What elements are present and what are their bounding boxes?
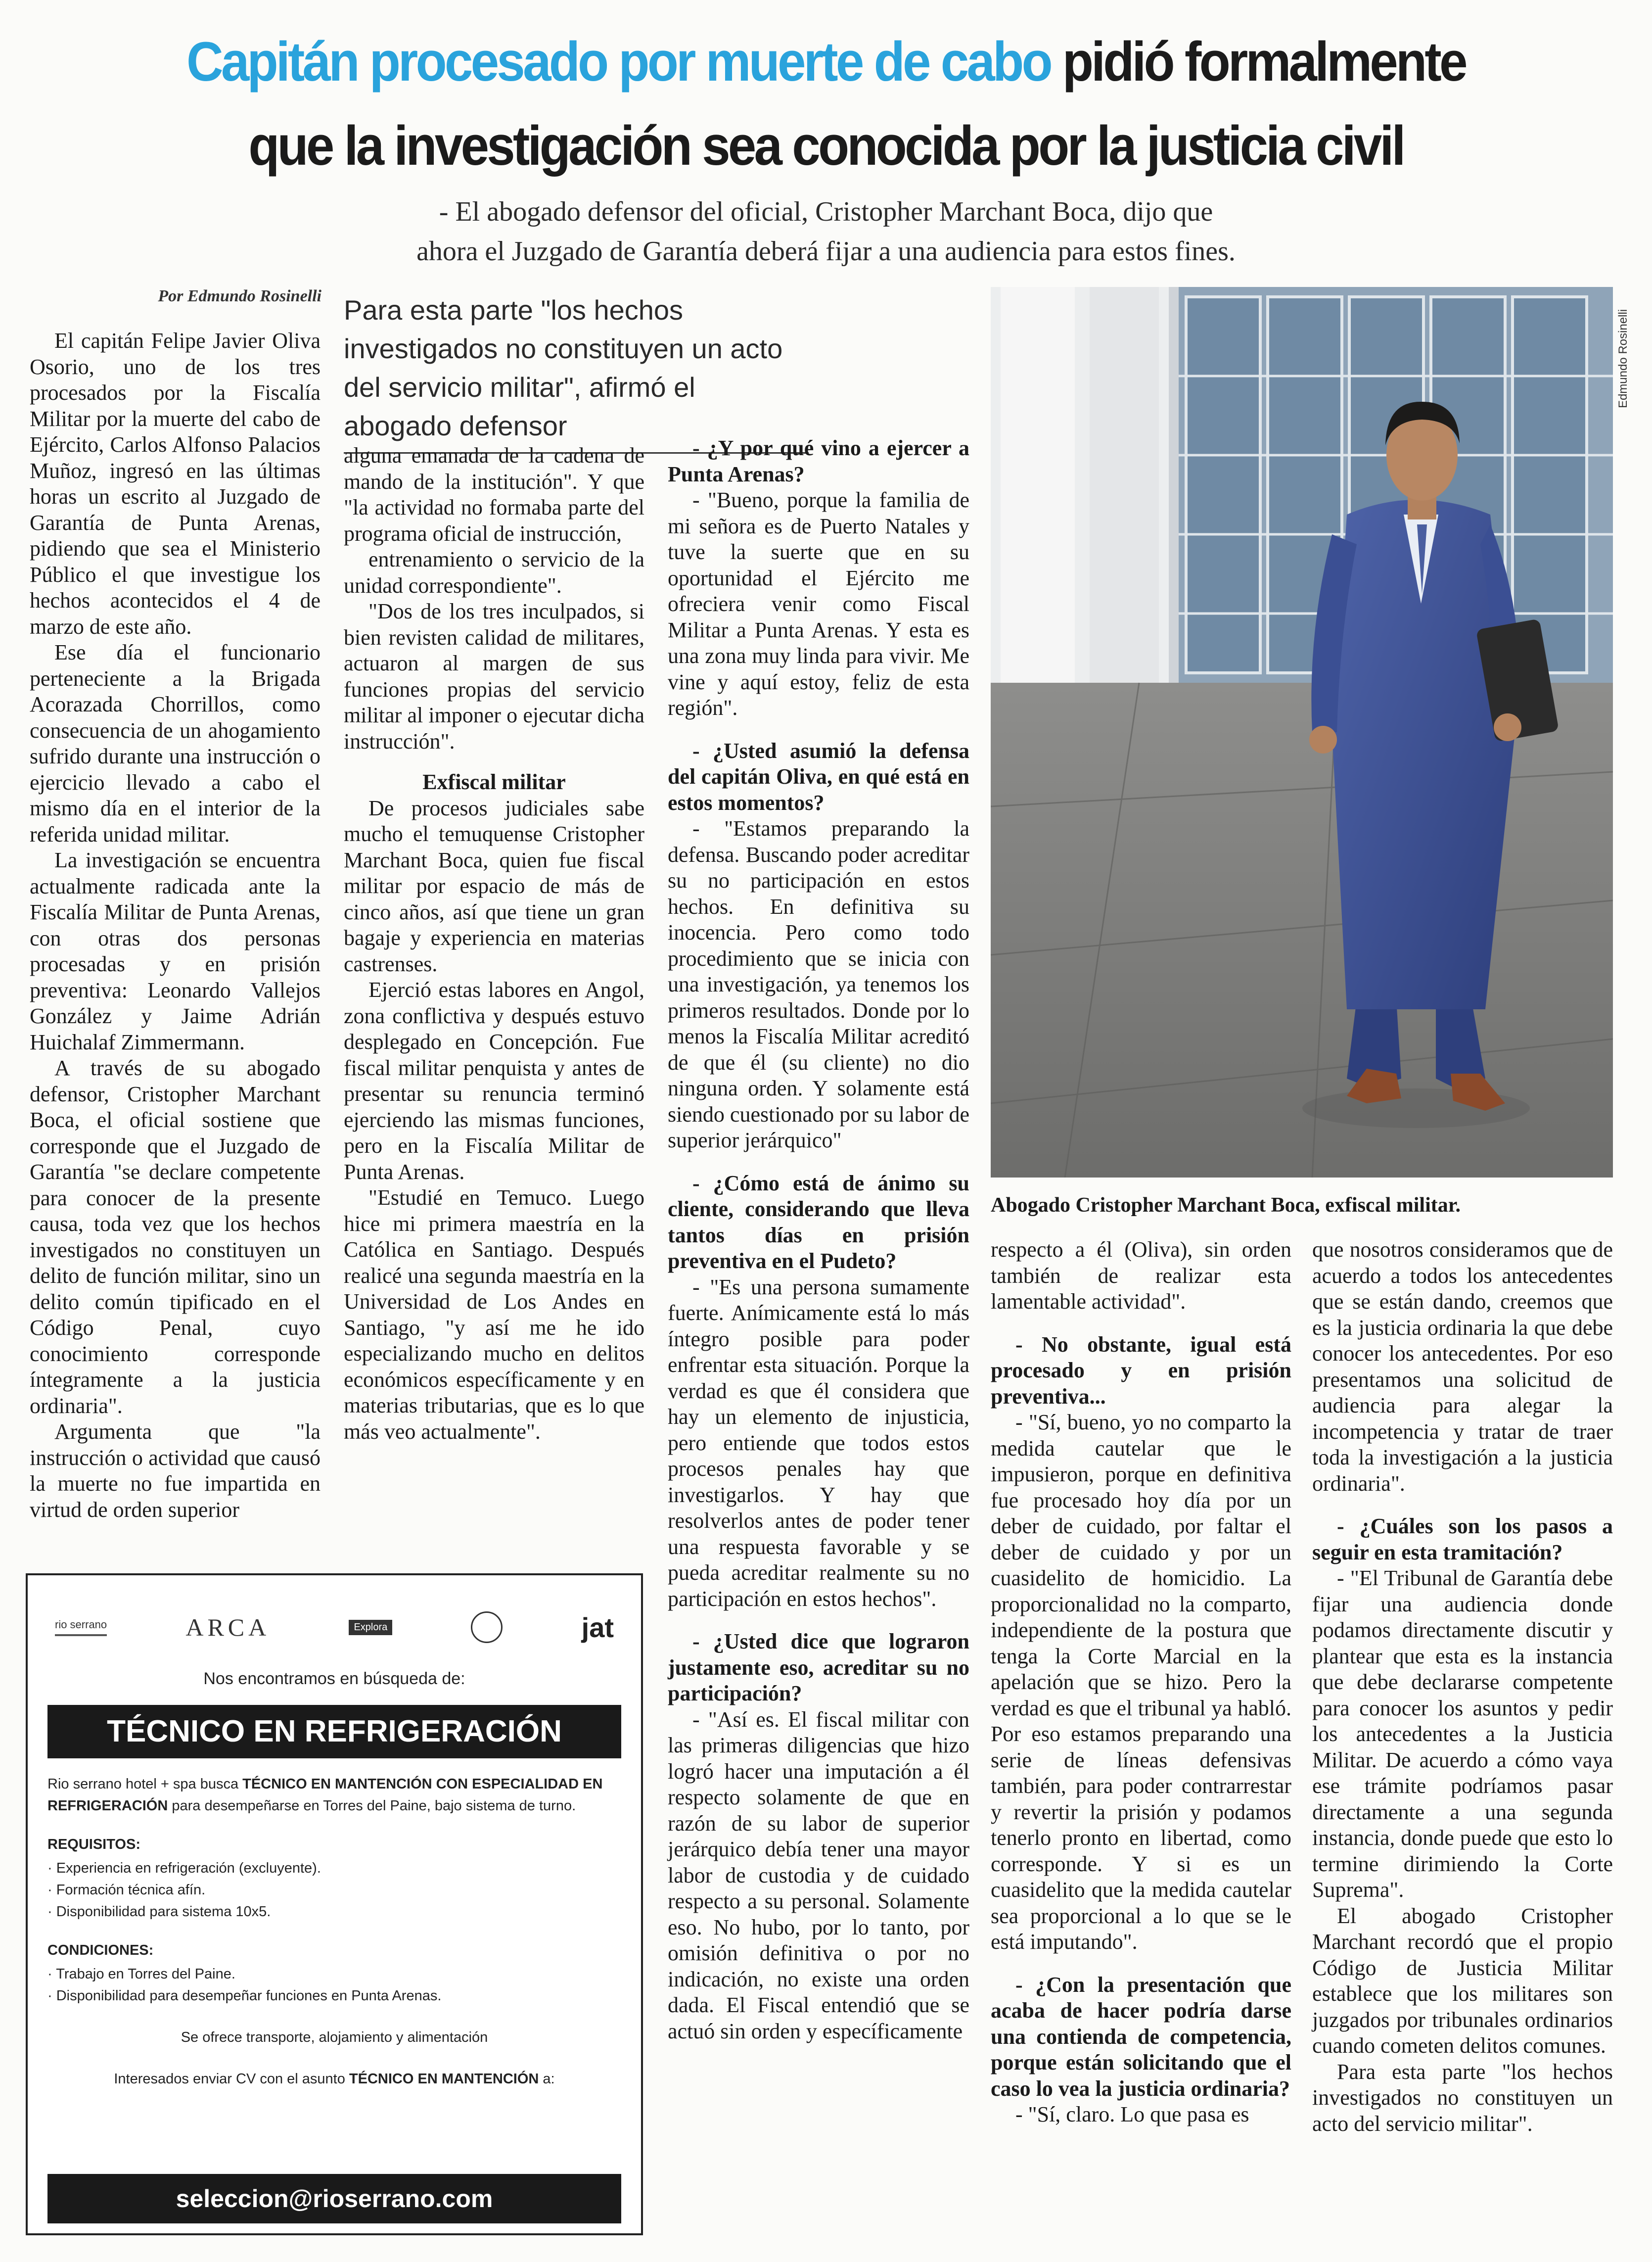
column-3 (668, 435, 969, 2044)
arca-logo: ARCA (185, 1613, 271, 1641)
requirement-item: · Disponibilidad para sistema 10x5. (47, 1901, 621, 1923)
photo-credit-text: Edmundo Rosinelli (1616, 309, 1630, 409)
requirements-heading: REQUISITOS: (47, 1837, 140, 1852)
lawyer-photo (991, 287, 1613, 1178)
pull-quote: Para esta parte "los hechos investigados no constituyen un acto del servicio militar", afirmó el abogado defensor (344, 291, 809, 454)
photo-caption: Abogado Cristopher Marchant Boca, exfiscal militar. (991, 1194, 1461, 1217)
interview-question: - ¿Y por qué vino a ejercer a Punta Arenas? (668, 436, 969, 486)
interview-answer: que nosotros consideramos que de acuerdo a todos los antecedentes que se están dando, creemos que es la justicia ordinaria la que debe conocer los antecedentes. Por eso presentamos una solicitud de audiencia para alegar la incompetencia y tratar de traer toda la investigación a la justicia ordinaria". (1312, 1237, 1613, 1496)
col1-paragraph: A través de su abogado defensor, Cristopher Marchant Boca, el oficial sostiene que corresponde que el Juzgado de Garantía "se declare competente para conocer de la presente causa, toda vez que los hechos investigados no constituyen un delito de función militar, sino un delito común tipificado en el Código Penal, cuyo conocimiento corresponde íntegramente a la justicia ordinaria". (30, 1056, 321, 1418)
headline (93, 20, 1559, 188)
ad-intro-text: Rio serrano hotel + spa busca (47, 1776, 243, 1792)
col1-paragraph: El capitán Felipe Javier Oliva Osorio, uno de los tres procesados por la Fiscalía Militar por la muerte del cabo de Ejército, Carlos Alfonso Palacios Muñoz, ingresó en las últimas horas un escrito al Juzgado de Garantía de Punta Arenas, pidiendo que sea el Ministerio Público el que investigue los hechos acontecidos el 4 de marzo de este año. (30, 329, 321, 639)
column-4 (991, 1237, 1291, 2128)
section-subheading: Exfiscal militar (422, 770, 566, 794)
interview-answer: - "Sí, bueno, yo no comparto la medida cautelar que le impusieron, porque en definitiva fue procesado hoy día por un deber de cuidado, por faltar el deber de cuidado y por un cuasidelito de homicidio. La proporcionalidad no la comparto, independiente de la postura que tenga la Corte Marcial en la apelación que se hizo. Pero la verdad es que el tribunal ya habló. Por eso estamos preparando una serie de líneas defensivas también, para poder contrarrestar y revertir la prisión y podamos tenerlo pronto en libertad, como corresponde. Y si es un cuasidelito que la medida cautelar sea proporcional a lo que se le está imputando". (991, 1410, 1291, 1954)
photo-credit (1616, 297, 1630, 421)
interview-question: - ¿Cuáles son los pasos a seguir en esta tramitación? (1312, 1514, 1613, 1564)
interview-question: - ¿Cómo está de ánimo su cliente, considerando que lleva tantos días en prisión preventiva en el Pudeto? (668, 1171, 969, 1273)
interview-answer: - "Sí, claro. Lo que pasa es (1015, 2102, 1249, 2126)
headline-highlight: Capitán procesado por muerte de cabo (186, 31, 1051, 93)
interview-answer: - "Estamos preparando la defensa. Buscando poder acreditar su no participación en estos hechos. En definitiva su inocencia. Pero como todo procedimiento que se inicia con una investigación, ya tenemos los primeros resultados. Donde por lo menos la Fiscalía Militar acreditó de que él (su cliente) no dio ninguna orden. Y solamente está siendo cuestionado por su labor de superior jerárquico" (668, 816, 969, 1152)
interview-answer: - "Es una persona sumamente fuerte. Anímicamente está lo más íntegro posible para poder enfrentar esta situación. Porque la verdad es que él considera que hay un elemento de injusticia, pero entiende que todos estos procesos penales hay que investigarlos. Y hay que resolverlos antes de poder tener una respuesta favorable y se pueda acreditar realmente su no participación en estos hechos". (668, 1274, 969, 1611)
ad-body (47, 1773, 621, 2090)
condition-item: · Trabajo en Torres del Paine. (47, 1963, 621, 1985)
interview-answer: respecto a él (Oliva), sin orden también de realizar esta lamentable actividad". (991, 1237, 1291, 1314)
col5-paragraph: El abogado Cristopher Marchant recordó que el propio Código de Justicia Militar establece que los militares son juzgados por tribunales ordinarios cuando cometen delitos comunes. (1312, 1903, 1613, 2058)
headline-line-1 (93, 20, 1559, 104)
ad-apply-bold: TÉCNICO EN MANTENCIÓN (349, 2071, 539, 2087)
ad-intro (47, 1773, 621, 1817)
headline-rest: pidió formalmente (1050, 31, 1466, 93)
col1-paragraph: Argumenta que "la instrucción o actividad que causó la muerte no fue impartida en virtud de orden superior (30, 1419, 321, 1522)
condition-item: · Disponibilidad para desempeñar funciones en Punta Arenas. (47, 1985, 621, 2007)
interview-answer: - "Bueno, porque la familia de mi señora es de Puerto Natales y tuve la suerte que en su oportunidad el Ejército me ofreciera venir como Fiscal Militar a Punta Arenas. Y esta es una zona muy linda para vivir. Me vine y aquí estoy, feliz de esta región". (668, 488, 969, 720)
subheadline (148, 192, 1504, 271)
col1-paragraph: La investigación se encuentra actualmente radicada ante la Fiscalía Militar de Punta Arenas, con otras dos personas procesadas y en prisión preventiva: Leonardo Vallejos González y Jaime Adrián Huichalaf Zimmermann. (30, 848, 321, 1054)
ad-apply-tail: a: (539, 2071, 555, 2087)
ad-apply (47, 2068, 621, 2090)
requirements-list (47, 1857, 621, 1923)
col2-paragraph: Ejerció estas labores en Angol, zona conflictiva y después estuvo desplegado en Concepción. Fue fiscal militar penquista y antes de presentar su renuncia terminó ejerciendo las mismas funciones, pero en la Fiscalía Militar de Punta Arenas. (344, 978, 644, 1184)
sponsor-logos (55, 1605, 614, 1649)
rio-serrano-logo: rio serrano (55, 1618, 107, 1636)
explora-logo: Explora (349, 1620, 392, 1635)
ad-intro-bold: TÉCNICO EN MANTENCIÓN CON ESPECIALIDAD EN REFRIGERACIÓN (47, 1776, 603, 1814)
byline: Por Edmundo Rosinelli (158, 287, 321, 305)
col2-paragraph: "Estudié en Temuco. Luego hice mi primera maestría en la Católica en Santiago. Después realicé una segunda maestría en la Universidad de Los Andes en Santiago, "y así me he ido especializando mucho en delitos económicos específicamente y en materias tributarias, que es lo que más veo actualmente". (344, 1185, 644, 1444)
col2-paragraph: entrenamiento o servicio de la unidad correspondiente". (344, 547, 644, 598)
interview-answer: - "Así es. El fiscal militar con las primeras diligencias que hizo logró hacer una imputación a él respecto solamente de que en razón de su labor de superior jerárquico debía tener una mayor labor de custodia y de cuidado respecto a su personal. Solamente eso. No hubo, por lo tanto, por omisión definitiva o por no indicación, no existe una orden dada. El Fiscal entendió que se actuó sin orden y específicamente (668, 1707, 969, 2043)
col2-paragraph: De procesos judiciales sabe mucho el temuquense Cristopher Marchant Boca, quien fue fiscal militar por espacio de más de cinco años, así que tiene un gran bagaje y experiencia en materias castrenses. (344, 796, 644, 976)
requirement-item: · Experiencia en refrigeración (excluyente). (47, 1857, 621, 1879)
subheadline-line-2: ahora el Juzgado de Garantía deberá fijar a una audiencia para estos fines. (416, 236, 1236, 267)
jat-logo: jat (581, 1611, 614, 1643)
conditions-list (47, 1963, 621, 2007)
col5-paragraph: Para esta parte "los hechos investigados no constituyen un acto del servicio militar". (1312, 2059, 1613, 2136)
subheadline-line-1: - El abogado defensor del oficial, Cristopher Marchant Boca, dijo que (439, 196, 1213, 227)
contact-email-link[interactable]: seleccion@rioserrano.com (47, 2174, 621, 2223)
job-advertisement (26, 1573, 643, 2235)
headline-line-2: que la investigación sea conocida por la justicia civil (248, 115, 1404, 177)
column-5 (1312, 1237, 1613, 2137)
interview-answer: - "El Tribunal de Garantía debe fijar una audiencia donde podamos directamente discutir y plantear que esta es la instancia que debe declararse competente para conocer los asuntos y pedir los antecedentes a la Justicia Militar. De acuerdo a cómo vaya ese trámite podríamos pasar directamente a una segunda instancia, donde puede que esto lo termine dirimiendo la Corte Suprema". (1312, 1566, 1613, 1902)
col2-paragraph: alguna emanada de la cadena de mando de la institución". Y que "la actividad no formaba parte del programa oficial de instrucción, (344, 443, 644, 546)
ad-offer: Se ofrece transporte, alojamiento y alimentación (181, 2029, 488, 2045)
ad-apply-text: Interesados enviar CV con el asunto (114, 2071, 349, 2087)
circle-logo-icon (471, 1611, 503, 1643)
ad-title: TÉCNICO EN REFRIGERACIÓN (47, 1705, 621, 1758)
column-2 (344, 443, 644, 1445)
col2-paragraph: "Dos de los tres inculpados, si bien revisten calidad de militares, actuaron al margen de sus funciones propias del servicio militar al imponer o ejecutar dicha instrucción". (344, 599, 644, 754)
interview-question: - ¿Usted dice que lograron justamente eso, acreditar su no participación? (668, 1629, 969, 1705)
ad-intro-tail: para desempeñarse en Torres del Paine, bajo sistema de turno. (168, 1798, 576, 1814)
column-1 (30, 328, 321, 1523)
interview-question: - No obstante, igual está procesado y en prisión preventiva... (991, 1332, 1291, 1409)
col1-paragraph: Ese día el funcionario perteneciente a la Brigada Acorazada Chorrillos, como consecuencia de un ahogamiento sufrido durante una instrucción o ejercicio llevado a cabo el mismo día en el interior de la referida unidad militar. (30, 640, 321, 847)
conditions-heading: CONDICIONES: (47, 1942, 154, 1958)
interview-question: - ¿Con la presentación que acaba de hacer podría darse una contienda de competencia, porque están solicitando que el caso lo vea la justicia ordinaria? (991, 1972, 1291, 2101)
requirement-item: · Formación técnica afín. (47, 1879, 621, 1901)
interview-question: - ¿Usted asumió la defensa del capitán Oliva, en qué está en estos momentos? (668, 738, 969, 815)
ad-kicker: Nos encontramos en búsqueda de: (203, 1669, 465, 1688)
